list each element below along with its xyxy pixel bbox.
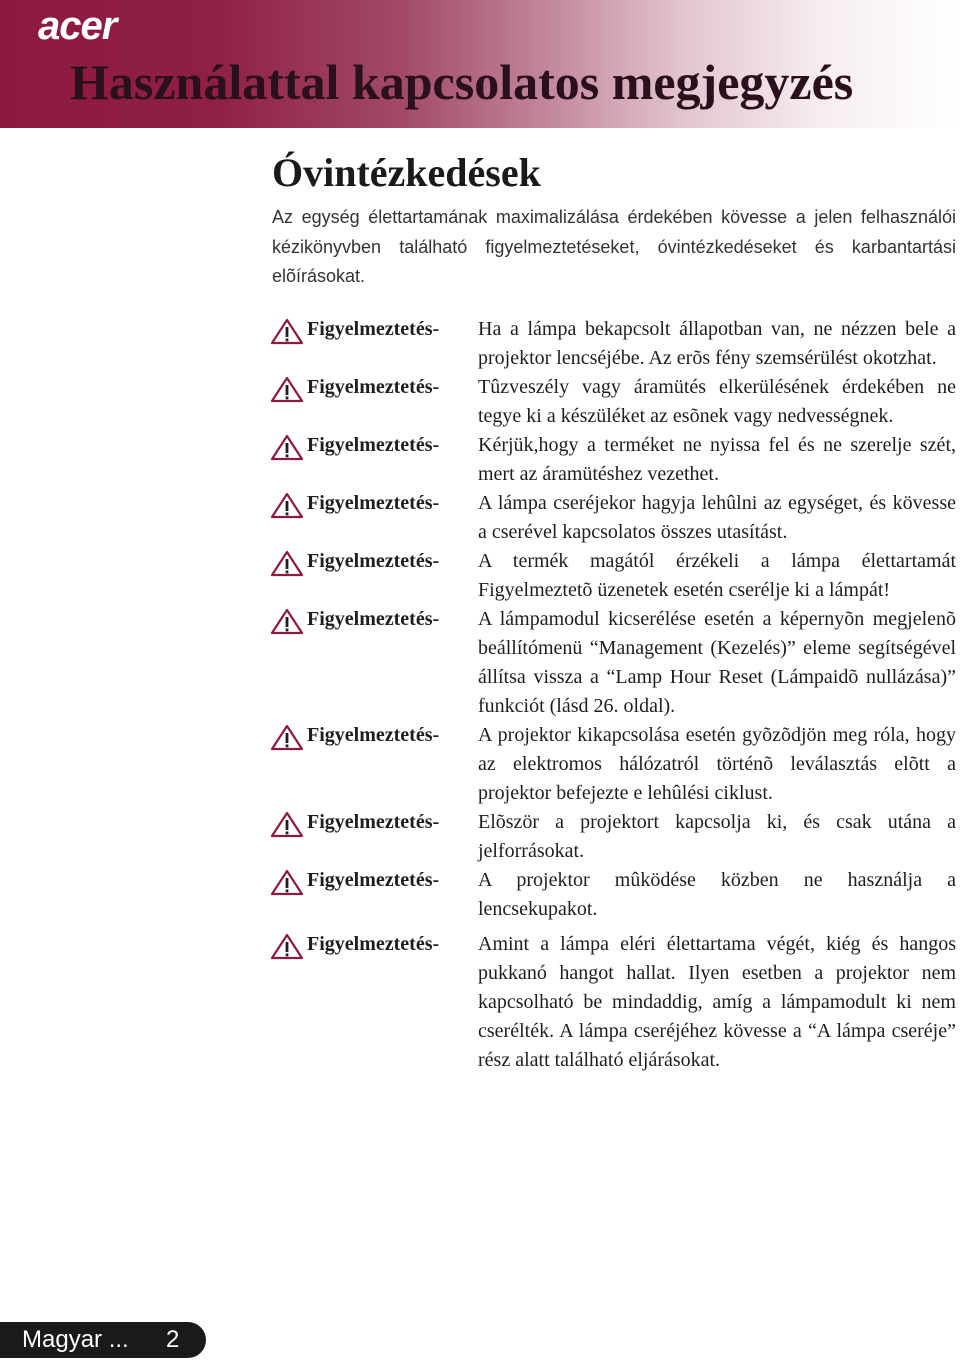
warning-text: A projektor kikapcsolása esetén gyõzõdjön meg róla, hogy az elektromos hálózatról történõ leválasztás elõtt a projektor befejezte e lehûlési ciklust.	[478, 724, 956, 804]
warning-label: Figyelmeztetés-	[307, 550, 440, 572]
warning-triangle-icon	[270, 376, 304, 403]
warning-triangle-icon	[270, 434, 304, 461]
warning-item	[270, 547, 960, 605]
warning-triangle-icon	[270, 933, 304, 960]
section-title: Óvintézkedések	[272, 150, 541, 195]
warning-text: A projektor mûködése közben ne használja a lencsekupakot.	[478, 869, 956, 920]
warning-label: Figyelmeztetés-	[307, 869, 440, 891]
warning-item	[270, 431, 960, 489]
page-number: 2	[166, 1326, 180, 1353]
warnings-list	[270, 315, 960, 1075]
warning-triangle-icon	[270, 724, 304, 751]
warning-triangle-icon	[270, 869, 304, 896]
warning-item	[270, 605, 960, 721]
warning-triangle-icon	[270, 318, 304, 345]
warning-label: Figyelmeztetés-	[307, 434, 440, 456]
warning-item	[270, 721, 960, 808]
warning-label: Figyelmeztetés-	[307, 608, 440, 630]
warning-text: Amint a lámpa eléri élettartama végét, kiég és hangos pukkanó hangot hallat. Ilyen esetben a projektor nem kapcsolható be mindaddig, amíg a lámpamodult ki nem cserélték. A lámpa cseréjéhez kövesse a “A lámpa cseréje” rész alatt található eljárásokat.	[478, 933, 956, 1071]
warning-item	[270, 489, 960, 547]
page-header	[0, 0, 960, 128]
intro-paragraph: Az egység élettartamának maximalizálása érdekében kövesse a jelen felhasználói kézikönyvben található figyelmeztetéseket, óvintézkedéseket és karbantartási elõírásokat.	[272, 207, 956, 286]
warning-label: Figyelmeztetés-	[307, 724, 440, 746]
warning-label: Figyelmeztetés-	[307, 318, 440, 340]
warning-triangle-icon	[270, 811, 304, 838]
footer-page-tab	[0, 1322, 206, 1358]
warning-label: Figyelmeztetés-	[307, 811, 440, 833]
page-title: Használattal kapcsolatos megjegyzés	[70, 54, 854, 110]
warning-label: Figyelmeztetés-	[307, 376, 440, 398]
footer-language: Magyar ...	[22, 1326, 129, 1353]
warning-label: Figyelmeztetés-	[307, 933, 440, 955]
warning-item	[270, 808, 960, 866]
warning-triangle-icon	[270, 492, 304, 519]
warning-text: Ha a lámpa bekapcsolt állapotban van, ne nézzen bele a projektor lencséjébe. Az erõs fény szemsérülést okotzhat.	[478, 318, 956, 369]
warning-item	[270, 373, 960, 431]
warning-label: Figyelmeztetés-	[307, 492, 440, 514]
warning-text: Tûzveszély vagy áramütés elkerülésének érdekében ne tegye ki a készüléket az esõnek vagy nedvességnek.	[478, 376, 956, 427]
warning-text: Kérjük,hogy a terméket ne nyissa fel és ne szerelje szét, mert az áramütéshez vezethet.	[478, 434, 956, 485]
acer-logo: acer	[38, 4, 117, 48]
warning-item	[270, 930, 960, 1075]
warning-text: Elõször a projektort kapcsolja ki, és csak utána a jelforrásokat.	[478, 811, 956, 862]
warning-item	[270, 315, 960, 373]
warning-triangle-icon	[270, 608, 304, 635]
warning-item	[270, 866, 960, 924]
warning-triangle-icon	[270, 550, 304, 577]
warning-text: A termék magától érzékeli a lámpa élettartamát Figyelmeztetõ üzenetek esetén cserélje ki a lámpát!	[478, 550, 956, 601]
warning-text: A lámpa cseréjekor hagyja lehûlni az egységet, és kövesse a cserével kapcsolatos összes utasítást.	[478, 492, 956, 543]
warning-text: A lámpamodul kicserélése esetén a képernyõn megjelenõ beállítómenü “Management (Kezelés)” eleme segítségével állítsa vissza a “Lamp Hour Reset (Lámpaidõ nullázása)” funkciót (lásd 26. oldal).	[478, 608, 956, 717]
